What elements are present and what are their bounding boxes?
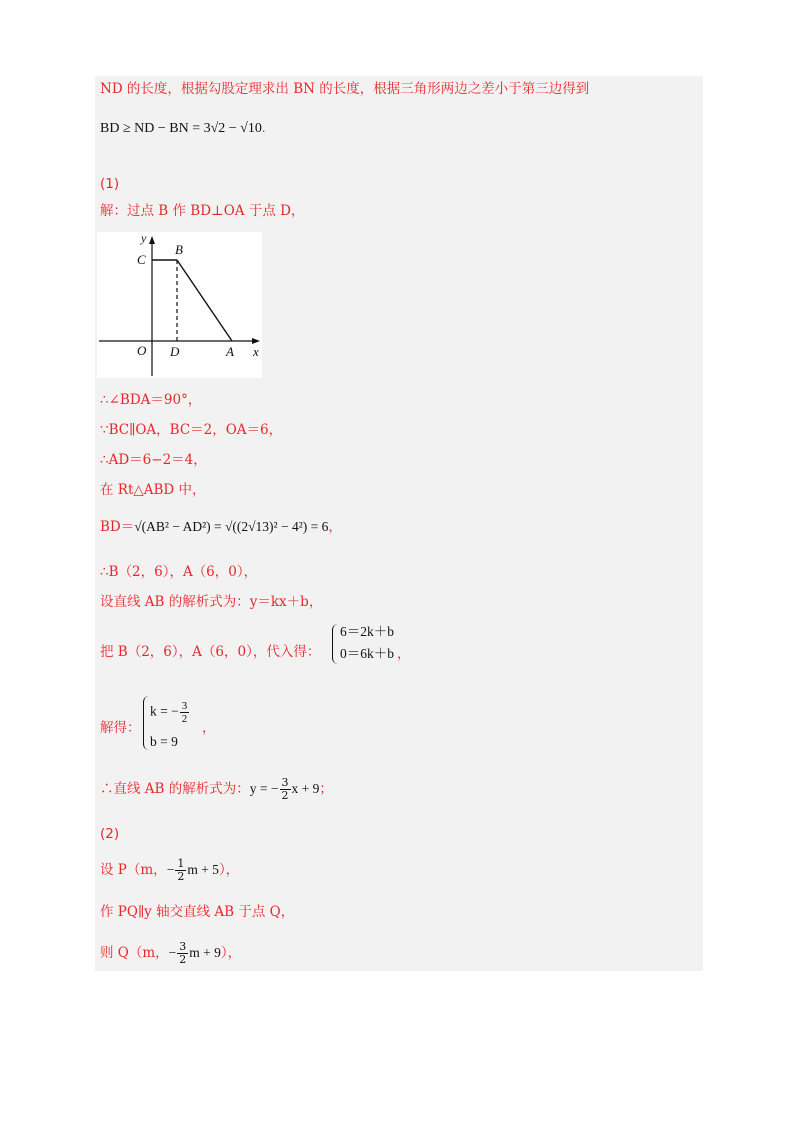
solution-intro: 解：过点 B 作 BD⊥OA 于点 D， xyxy=(100,203,305,219)
part2-label: (2) xyxy=(100,826,120,842)
point-b-label: B xyxy=(175,242,183,257)
solution-end: ， xyxy=(202,720,216,736)
step-pq: 作 PQ∥y 轴交直线 AB 于点 Q， xyxy=(100,904,295,920)
point-a-label: A xyxy=(226,344,234,359)
step-substitute: 把 B（2，6），A（6，0），代入得： xyxy=(100,644,321,660)
step-line-form: 设直线 AB 的解析式为：y＝kx＋b， xyxy=(100,594,323,610)
intro-line: ND 的长度，根据勾股定理求出 BN 的长度，根据三角形两边之差小于第三边得到 xyxy=(100,81,590,97)
origin-label: O xyxy=(137,343,147,358)
step-points: ∴B（2，6），A（6，0）， xyxy=(100,564,258,580)
point-c-label: C xyxy=(137,252,146,267)
solution-b: b = 9 xyxy=(150,734,178,749)
step-solve: 解得： xyxy=(100,720,141,736)
equation-end: ， xyxy=(397,646,411,662)
coordinate-graph xyxy=(97,232,262,378)
equation-2: 0＝6k＋b xyxy=(340,646,394,661)
part1-label: (1) xyxy=(100,176,120,192)
solution-brace xyxy=(143,696,150,750)
x-axis-label: x xyxy=(253,344,259,359)
step-given: ∵BC∥OA，BC＝2，OA＝6， xyxy=(100,422,283,438)
step-triangle: 在 Rt△ABD 中， xyxy=(100,482,206,498)
step-bd: BD＝√(AB² − AD²) = √((2√13)² − 4²) = 6， xyxy=(100,519,342,535)
step-p: 设 P（m，− $\frac{1}{2}$ m + 5）， xyxy=(100,857,240,883)
intro-formula: BD ≥ ND − BN = 3√2 − √10. xyxy=(100,121,266,136)
step-ad: ∴AD＝6−2＝4， xyxy=(100,452,207,468)
system-brace xyxy=(332,624,339,664)
y-axis-label: y xyxy=(141,232,147,245)
step-q: 则 Q（m，− $\frac{3}{2}$ m + 9）， xyxy=(100,940,242,966)
step-angle: ∴∠BDA＝90°， xyxy=(100,392,202,408)
point-d-label: D xyxy=(170,344,180,359)
equation-1: 6＝2k＋b xyxy=(340,624,394,639)
step-result: ∴直线 AB 的解析式为：y = − $\frac{3}{2}$ x + 9； xyxy=(100,776,333,802)
solution-k: k = − $\frac{3}{2}$ xyxy=(150,700,188,725)
